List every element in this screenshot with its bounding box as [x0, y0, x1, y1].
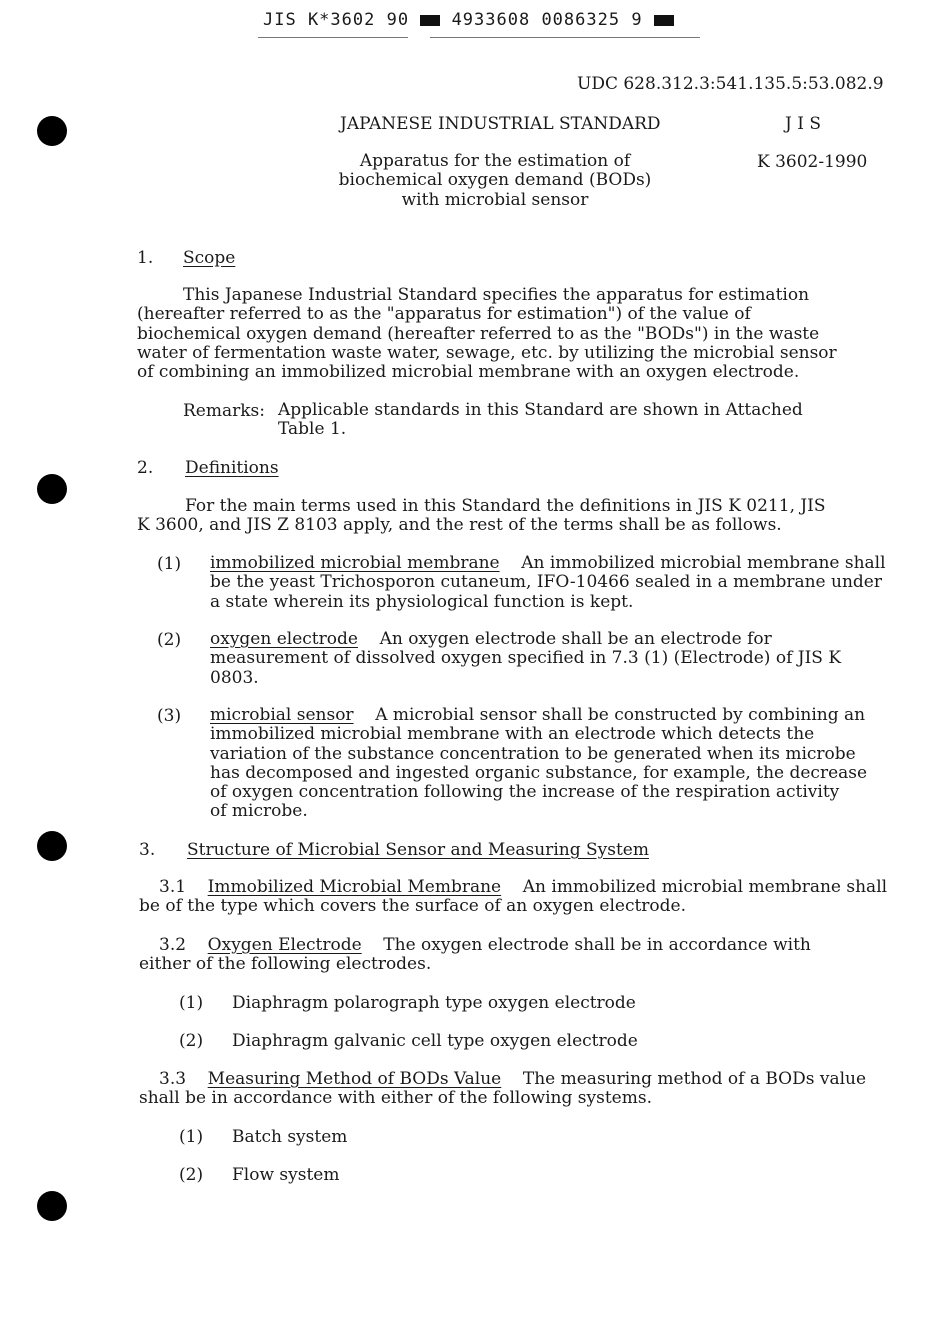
body-line: of combining an immobilized microbial membrane with an oxygen electrode.: [137, 362, 800, 383]
punch-hole: [37, 831, 67, 861]
list-item-number: (2): [179, 1165, 204, 1185]
remarks-line: Table 1.: [278, 419, 347, 440]
list-item-number: (1): [179, 993, 204, 1013]
definition-line: variation of the substance concentration to be generated when its microbe: [210, 743, 856, 764]
subsection-line: shall be in accordance with either of the following systems.: [139, 1088, 652, 1109]
section-1-heading: Scope: [183, 248, 236, 268]
definition-line: has decomposed and ingested organic substance, for example, the decrease: [210, 762, 868, 783]
subsection-text: The measuring method of a BODs value: [522, 1069, 867, 1089]
remarks-text: [278, 401, 803, 440]
list-item-text: Diaphragm polarograph type oxygen electrode: [232, 993, 636, 1013]
title-line: Apparatus for the estimation of: [359, 151, 631, 171]
definition-text: An oxygen electrode shall be an electrode for: [379, 629, 772, 649]
definition-item: [210, 630, 841, 688]
definition-term: oxygen electrode: [210, 629, 358, 649]
definition-item: [210, 554, 886, 612]
subsection-heading: Immobilized Microbial Membrane: [207, 877, 502, 897]
subsection-3-2: [139, 936, 811, 975]
definition-number: (2): [157, 630, 182, 650]
body-line: K 3600, and JIS Z 8103 apply, and the rest of the terms shall be as follows.: [137, 515, 782, 536]
definition-term: microbial sensor: [210, 705, 354, 725]
body-line: water of fermentation waste water, sewage, etc. by utilizing the microbial sensor: [137, 342, 837, 363]
list-item-text: Batch system: [232, 1127, 348, 1147]
subsection-text: An immobilized microbial membrane shall: [522, 877, 888, 897]
definition-line: be the yeast Trichosporon cutaneum, IFO-10466 sealed in a membrane under: [210, 572, 882, 593]
definition-line: 0803.: [210, 667, 259, 688]
udc-code: UDC 628.312.3:541.135.5:53.082.9: [577, 74, 884, 94]
definition-item: [210, 706, 867, 822]
subsection-line: be of the type which covers the surface of an oxygen electrode.: [139, 896, 687, 917]
punch-hole: [37, 1191, 67, 1221]
section-2-intro: [137, 497, 826, 536]
subsection-number: 3.1: [159, 877, 187, 897]
list-item-text: Flow system: [232, 1165, 340, 1185]
list-item-number: (2): [179, 1031, 204, 1051]
subsection-line: either of the following electrodes.: [139, 954, 432, 975]
subsection-3-3: [139, 1070, 866, 1109]
section-2-number: 2.: [137, 458, 154, 478]
subsection-heading: Oxygen Electrode: [207, 935, 362, 955]
subsection-number: 3.3: [159, 1069, 187, 1089]
subsection-text: The oxygen electrode shall be in accordance with: [383, 935, 811, 955]
section-1-body: [137, 286, 837, 382]
black-block-mark: [420, 15, 440, 26]
definition-number: (3): [157, 706, 182, 726]
definition-number: (1): [157, 554, 182, 574]
subsection-number: 3.2: [159, 935, 187, 955]
title-line: biochemical oxygen demand (BODs): [338, 170, 652, 191]
title-line: with microbial sensor: [401, 189, 589, 210]
section-2-heading: Definitions: [185, 458, 279, 478]
section-3-number: 3.: [139, 840, 156, 860]
subsection-3-1: [139, 878, 887, 917]
definition-line: of oxygen concentration following the increase of the respiration activity: [210, 782, 840, 803]
subsection-heading: Measuring Method of BODs Value: [207, 1069, 502, 1089]
document-code-part2: 4933608 0086325 9: [451, 10, 643, 30]
standard-title: JAPANESE INDUSTRIAL STANDARD: [340, 114, 661, 134]
definition-text: A microbial sensor shall be constructed by combining an: [375, 705, 866, 725]
definition-text: An immobilized microbial membrane shall: [521, 553, 886, 573]
list-item-number: (1): [179, 1127, 204, 1147]
section-3-heading: Structure of Microbial Sensor and Measuring System: [187, 840, 649, 860]
body-line: For the main terms used in this Standard the definitions in JIS K 0211, JIS: [185, 496, 826, 516]
document-title: [300, 152, 690, 210]
remarks-line: Applicable standards in this Standard are shown in Attached: [278, 400, 803, 420]
punch-hole: [37, 474, 67, 504]
document-code-part1: JIS K*3602 90: [263, 10, 410, 30]
punch-hole: [37, 116, 67, 146]
header-rule: [430, 37, 700, 38]
body-line: This Japanese Industrial Standard specifies the apparatus for estimation: [183, 285, 810, 305]
definition-line: measurement of dissolved oxygen specified in 7.3 (1) (Electrode) of JIS K: [210, 648, 842, 669]
remarks-label: Remarks:: [183, 401, 265, 421]
jis-mark: J I S: [785, 114, 821, 134]
body-line: (hereafter referred to as the "apparatus for estimation") of the value of: [137, 304, 751, 325]
black-block-mark: [654, 15, 674, 26]
definition-line: immobilized microbial membrane with an electrode which detects the: [210, 724, 815, 745]
definition-term: immobilized microbial membrane: [210, 553, 500, 573]
header-rule: [258, 37, 408, 38]
document-code-header: [263, 10, 674, 30]
standard-number: K 3602-1990: [757, 152, 868, 172]
definition-line: of microbe.: [210, 801, 308, 822]
section-1-number: 1.: [137, 248, 154, 268]
list-item-text: Diaphragm galvanic cell type oxygen electrode: [232, 1031, 638, 1051]
body-line: biochemical oxygen demand (hereafter referred to as the "BODs") in the waste: [137, 323, 820, 344]
definition-line: a state wherein its physiological function is kept.: [210, 591, 634, 612]
